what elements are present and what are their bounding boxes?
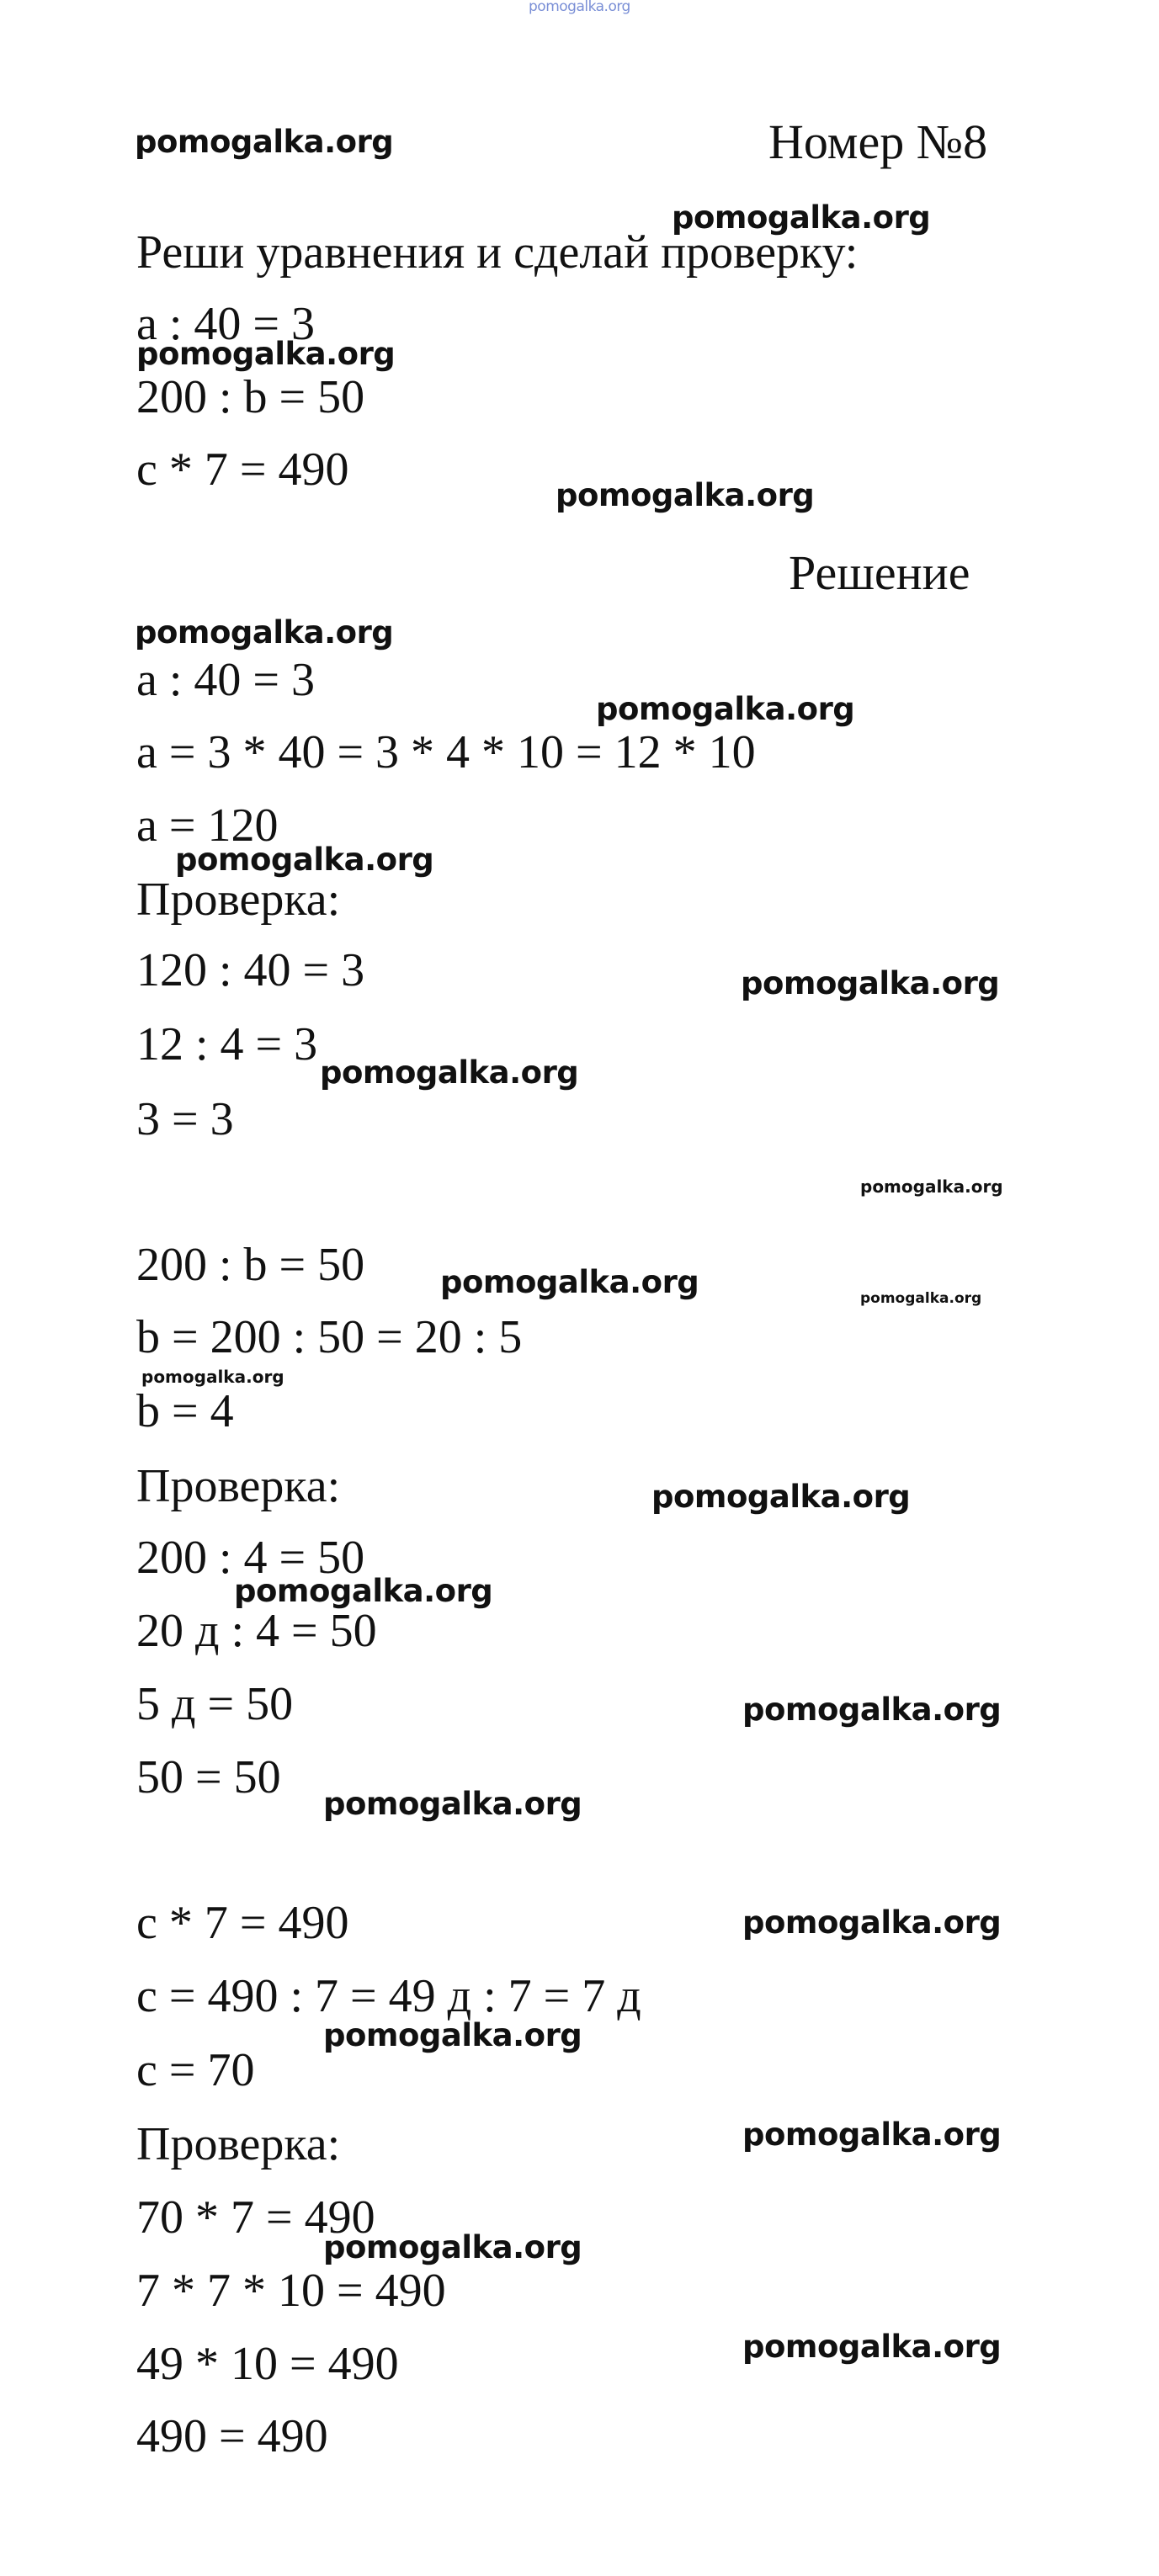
watermark: pomogalka.org	[136, 336, 396, 372]
solution-step: c = 490 : 7 = 49 д : 7 = 7 д	[136, 1970, 641, 2022]
watermark: pomogalka.org	[440, 1264, 699, 1300]
check-label: Проверка:	[136, 874, 341, 926]
check-step: 3 = 3	[136, 1093, 234, 1145]
watermark: pomogalka.org	[135, 124, 394, 160]
watermark: pomogalka.org	[135, 614, 394, 651]
watermark: pomogalka.org	[141, 1367, 284, 1387]
check-step: 49 * 10 = 490	[136, 2338, 399, 2390]
check-label: Проверка:	[136, 1460, 341, 1512]
solution-step: b = 200 : 50 = 20 : 5	[136, 1311, 523, 1363]
watermark-top: pomogalka.org	[529, 0, 630, 15]
watermark: pomogalka.org	[860, 1290, 982, 1307]
watermark: pomogalka.org	[323, 2229, 582, 2265]
watermark: pomogalka.org	[323, 2017, 582, 2053]
problem-number: Номер №8	[768, 114, 988, 169]
check-step: 490 = 490	[136, 2410, 328, 2462]
solution-heading: Решение	[789, 545, 970, 600]
watermark: pomogalka.org	[323, 1786, 582, 1822]
watermark: pomogalka.org	[742, 2329, 1002, 2365]
solution-step: b = 4	[136, 1385, 234, 1437]
watermark: pomogalka.org	[175, 842, 434, 878]
watermark: pomogalka.org	[742, 1904, 1002, 1941]
watermark: pomogalka.org	[742, 1692, 1002, 1728]
watermark: pomogalka.org	[320, 1054, 579, 1091]
solution-step: c * 7 = 490	[136, 1897, 349, 1949]
solution-step: a : 40 = 3	[136, 654, 315, 706]
check-step: 5 д = 50	[136, 1678, 294, 1730]
solution-step: 200 : b = 50	[136, 1239, 365, 1291]
watermark: pomogalka.org	[651, 1479, 911, 1515]
watermark: pomogalka.org	[596, 691, 855, 727]
task-instruction: Реши уравнения и сделай проверку:	[136, 226, 859, 279]
task-equation: a : 40 = 3	[136, 298, 315, 350]
check-step: 20 д : 4 = 50	[136, 1605, 377, 1657]
watermark: pomogalka.org	[742, 2117, 1002, 2153]
check-step: 50 = 50	[136, 1751, 281, 1803]
solution-step: a = 120	[136, 799, 279, 852]
solution-step: a = 3 * 40 = 3 * 4 * 10 = 12 * 10	[136, 726, 756, 778]
watermark: pomogalka.org	[234, 1573, 493, 1609]
watermark: pomogalka.org	[556, 477, 815, 513]
watermark: pomogalka.org	[860, 1176, 1003, 1197]
watermark: pomogalka.org	[672, 199, 931, 236]
check-step: 70 * 7 = 490	[136, 2191, 375, 2244]
check-label: Проверка:	[136, 2118, 341, 2170]
task-equation: 200 : b = 50	[136, 371, 365, 423]
check-step: 12 : 4 = 3	[136, 1018, 318, 1070]
watermark: pomogalka.org	[741, 965, 1000, 1001]
check-step: 200 : 4 = 50	[136, 1532, 365, 1584]
check-step: 120 : 40 = 3	[136, 944, 365, 996]
solution-step: c = 70	[136, 2044, 255, 2096]
task-equation: c * 7 = 490	[136, 443, 349, 496]
check-step: 7 * 7 * 10 = 490	[136, 2265, 446, 2317]
